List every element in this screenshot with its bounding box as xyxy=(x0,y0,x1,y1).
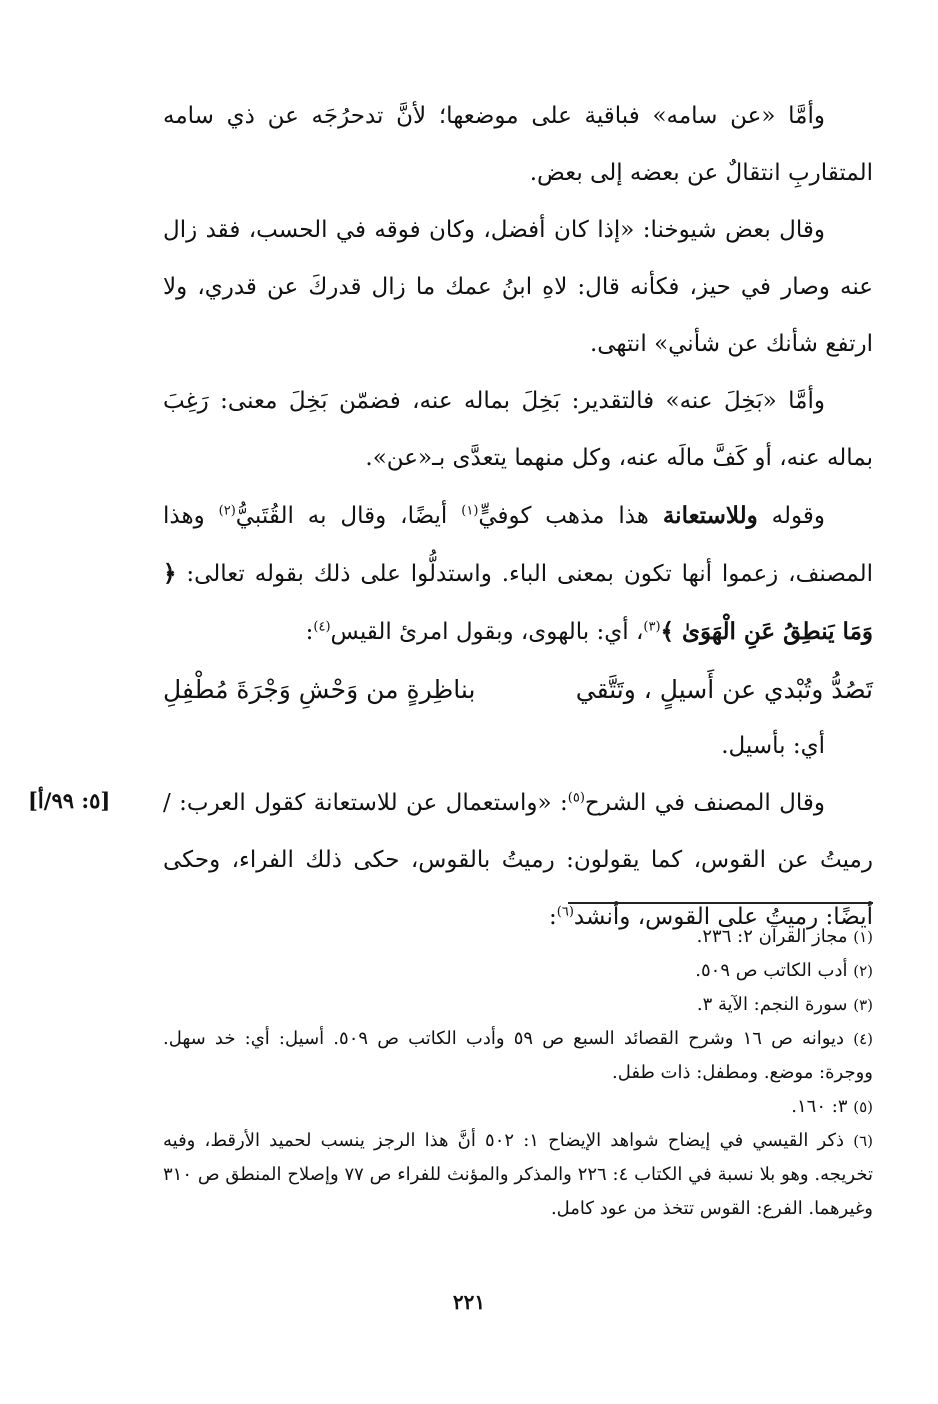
paragraph-4-seg4: ، أي: بالهوى، وبقول امرئ القيس xyxy=(330,619,644,645)
footnote-5 xyxy=(163,1090,873,1124)
main-text xyxy=(163,88,873,946)
paragraph-2: وقال بعض شيوخنا: «إذا كان أفضل، وكان فوقه في الحسب، فقد زال عنه وصار في حيز، فكأنه قال: لاهِ ابنُ عمك ما زال قدركَ عن قدري، ولا ارتفع شأنك عن شأني» انتهى. xyxy=(163,217,873,357)
footnotes-section xyxy=(163,920,873,1226)
footnote-ref-5: (٥) xyxy=(567,790,585,806)
paragraph-5: أي: بأسيل. xyxy=(721,733,825,759)
footnote-ref-4: (٤) xyxy=(313,619,331,635)
footnote-ref-1: (١) xyxy=(461,503,479,519)
footnote-ref-6: (٦) xyxy=(556,904,574,920)
verse-first-hemistich: تَصُدُّ وتُبْدي عن أَسيلٍ ، وتَتَّقي xyxy=(575,675,873,704)
paragraph-1: وأمَّا «عن سامه» فباقية على موضعها؛ لأنَّ تدحرُجَه عن ذي سامه المتقاربِ انتقالٌ عن بعضه إلى بعض. xyxy=(163,103,873,186)
footnote-text: سورة النجم: الآية ٣. xyxy=(696,994,848,1015)
paragraph-6-seg2: : «واستعمال عن للاستعانة كقول العرب: /رميتُ عن القوس، كما يقولون: رميتُ بالقوس، حكى ذلك الفراء، وحكى أيضًا: رميتُ على القوس، وأنشد xyxy=(163,790,873,930)
footnote-number: (٢) xyxy=(853,962,873,980)
footnote-ref-3: (٣) xyxy=(643,619,661,635)
page-number: ٢٢١ xyxy=(452,1290,486,1314)
footnote-number: (٤) xyxy=(853,1030,873,1048)
paragraph-4-seg1: هذا مذهب كوفيٍّ xyxy=(478,503,663,529)
term-istiana: وللاستعانة xyxy=(662,502,758,529)
quran-verse: ﴿ وَمَا يَنطِقُ عَنِ الْهَوَىٰ ﴾ xyxy=(163,560,873,645)
paragraph-4-seg2: أيضًا، وقال به القُتَبيُّ xyxy=(235,503,462,529)
footnote-3 xyxy=(163,988,873,1022)
paragraph-4 xyxy=(163,487,873,661)
footnote-number: (١) xyxy=(853,928,873,946)
footnote-text: مجاز القرآن ٢: ٢٣٦. xyxy=(696,926,848,947)
poetry-verse xyxy=(163,661,873,718)
footnote-ref-2: (٢) xyxy=(218,503,236,519)
manuscript-folio-note: [٥: ٩٩/أ] xyxy=(28,788,111,813)
paragraph-4-seg3: وهذا المصنف، زعموا أنها تكون بمعنى الباء. واستدلُّوا على ذلك بقوله تعالى: xyxy=(163,503,873,587)
paragraph-6-seg1: وقال المصنف في الشرح xyxy=(584,790,826,816)
footnote-4 xyxy=(163,1022,873,1090)
footnote-number: (٣) xyxy=(853,996,873,1014)
verse-second-hemistich: بناظِرةٍ من وَحْشِ وَجْرَةَ مُطْفِلِ xyxy=(163,675,476,704)
paragraph-6-seg3: : xyxy=(549,904,557,930)
footnote-separator xyxy=(568,902,873,904)
footnote-2 xyxy=(163,954,873,988)
footnote-text: ٣: ١٦٠. xyxy=(791,1096,848,1117)
paragraph-4-start: وقوله xyxy=(757,503,825,529)
footnote-text: أدب الكاتب ص ٥٠٩. xyxy=(695,960,848,981)
footnote-6 xyxy=(163,1124,873,1226)
paragraph-4-seg5: : xyxy=(305,619,314,645)
footnote-number: (٥) xyxy=(853,1098,873,1116)
footnote-number: (٦) xyxy=(853,1132,873,1150)
footnote-text: ذكر القيسي في إيضاح شواهد الإيضاح ١: ٥٠٢ أنَّ هذا الرجز ينسب لحميد الأرقط، وفيه تخريجه. وهو بلا نسبة في الكتاب ٤: ٢٢٦ والمذكر والمؤنث للفراء ص ٧٧ وإصلاح المنطق ص ٣١٠ وغيرهما. الفرع: القوس تتخذ من عود كامل. xyxy=(163,1130,873,1219)
footnote-1 xyxy=(163,920,873,954)
paragraph-3: وأمَّا «بَخِلَ عنه» فالتقدير: بَخِلَ بماله عنه، فضمّن بَخِلَ معنى: رَغِبَ بماله عنه، أو كَفَّ مالَه عنه، وكل منهما يتعدَّى بـ«عن». xyxy=(163,388,873,471)
footnote-text: ديوانه ص ١٦ وشرح القصائد السبع ص ٥٩ وأدب الكاتب ص ٥٠٩. أسيل: أي: خد سهل. ووجرة: موضع. ومطفل: ذات طفل. xyxy=(163,1028,873,1083)
